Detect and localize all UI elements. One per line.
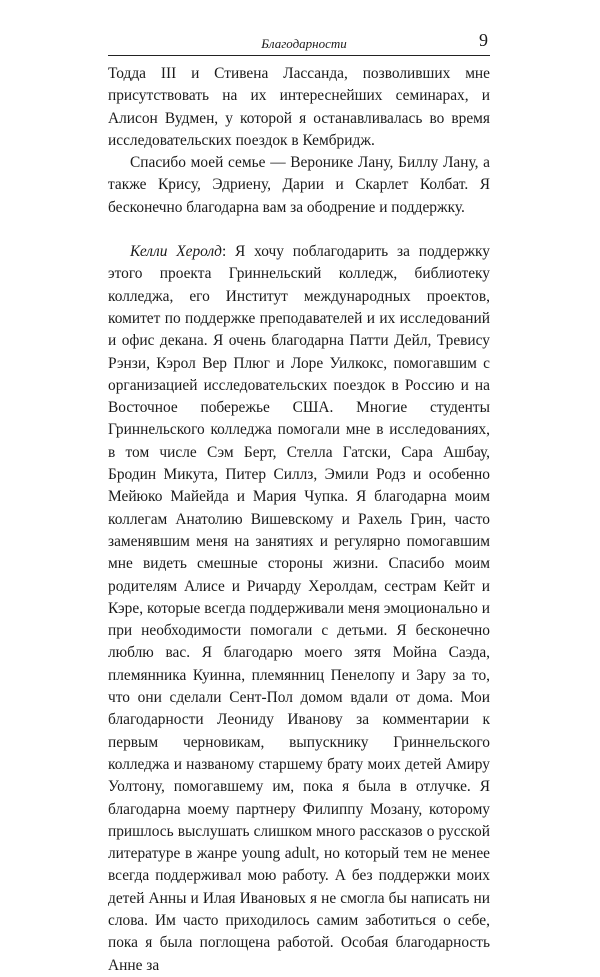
body-text (108, 63, 490, 977)
paragraph-kelly-herold (108, 241, 490, 977)
running-head: Благодарности (261, 36, 347, 51)
paragraph-text: : Я хочу поблагодарить за поддержку этого проекта Гриннельский колледж, библиотеку колледжа, его Институт международных проектов, комитет по поддержке преподавателей и их исследований и офис декана. Я очень благодарна Патти Дейл, Тревису Рэнзи, Кэрол Вер Плюг и Лоре Уилкокс, помогавшим с организацией исследовательских поездок в Россию и на Восточное побережье США. Многие студенты Гриннельского колледжа помогали мне в исследованиях, в том числе Сэм Берт, Стелла Гатски, Сара Ашбау, Бродин Микута, Питер Силлз, Эмили Родз и особенно Мейюко Майейда и Мария Чупка. Я благодарна моим коллегам Анатолию Вишевскому и Рахель Грин, часто заменявшим меня на занятиях и регулярно помогавшим мне видеть смешные стороны жизни. Спасибо моим родителям Алисе и Ричарду Херолдам, сестрам Кейт и Кэре, которые всегда поддерживали меня эмоционально и при необходимости помогали с детьми. Я бесконечно люблю вас. Я благодарю моего зятя Мойна Саэда, племянника Куинна, племянниц Пенелопу и Зару за то, что они сделали Сент-Пол домом вдали от дома. Мои благодарности Леониду Иванову за комментарии к первым черновикам, выпускнику Гриннельского колледжа и названому старшему брату моих детей Амиру Уолтону, помогавшему им, пока я была в отлучке. Я благодарна моему партнеру Филиппу Мозану, которому пришлось выслушать слишком много рассказов о русской литературе в жанре young adult, но который тем не менее всегда поддерживал мою работу. А без поддержки моих детей Анны и Илая Ивановых я не смогла бы написать ни слова. Им часто приходилось самим заботиться о себе, пока я была поглощена работой. Особая благодарность Анне за (108, 243, 490, 974)
paragraph-family-thanks: Спасибо моей семье — Веронике Лану, Биллу Лану, а также Крису, Эдриену, Дарии и Скарлет Колбат. Я бесконечно благодарна вам за ободрение и поддержку. (108, 154, 490, 216)
page-number: 9 (479, 30, 488, 50)
header-rule (108, 55, 490, 56)
speaker-name: Келли Херолд (130, 243, 222, 261)
paragraph-continuation: Тодда III и Стивена Лассанда, позволивших мне присутствовать на их интереснейших семинарах, и Алисон Вудмен, у которой я останавливалась во время исследовательских поездок в Кембридж. (108, 65, 490, 149)
